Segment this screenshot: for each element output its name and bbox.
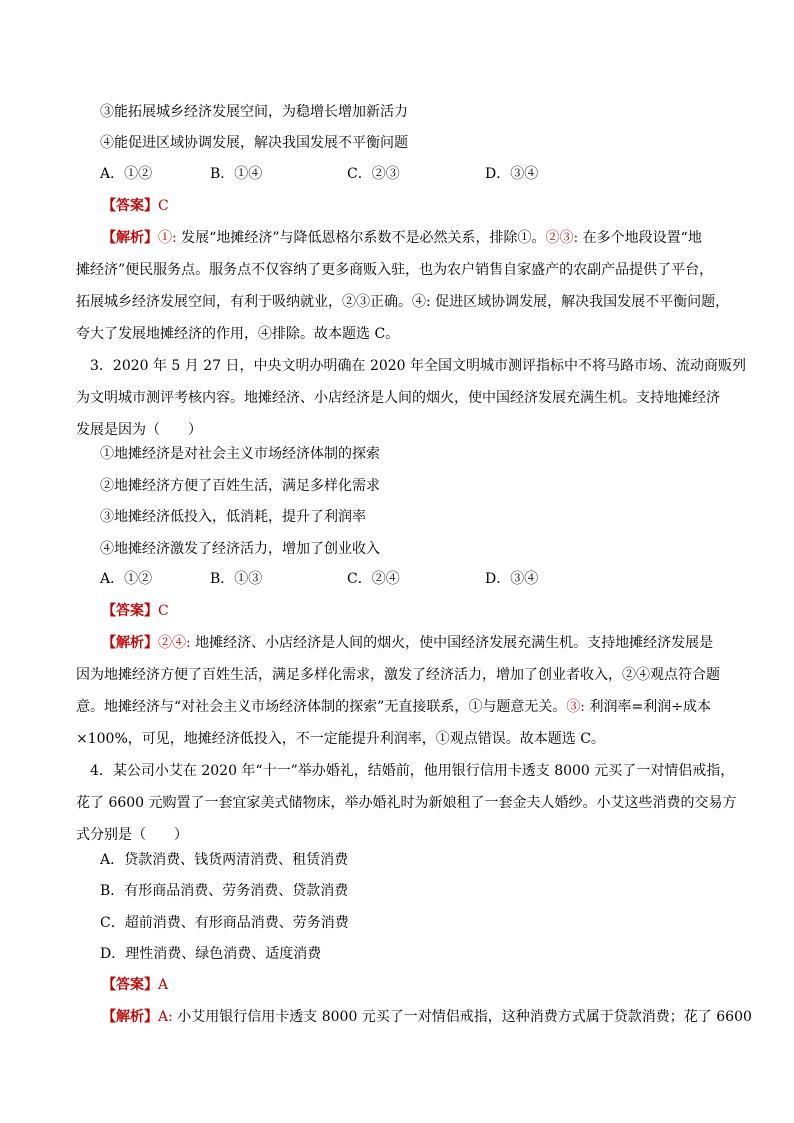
q2-choice-b: B．①④ (210, 166, 263, 182)
answer-value: A (158, 977, 169, 993)
analysis-label: 【解析】 (102, 1009, 158, 1025)
q3-analysis-line-2: 因为地摊经济方便了百姓生活，满足多样化需求，激发了经济活力，增加了创业者收入，②④观点符合题 (76, 667, 720, 683)
q2-analysis-line-3: 拓展城乡经济发展空间，有利于吸纳就业，②③正确。④: 促进区域协调发展，解决我国发展不平衡问题， (76, 294, 730, 310)
q2-choices (100, 162, 768, 186)
q3-stem-line-1: 3．2020 年 5 月 27 日，中央文明办明确在 2020 年全国文明城市测评指标中不将马路市场、流动商贩列 (90, 358, 747, 374)
q3-option-item-3: ③地摊经济低投入，低消耗，提升了利润率 (100, 509, 366, 525)
analysis-label: 【解析】 (102, 635, 158, 651)
answer-value: C (158, 198, 169, 214)
answer-value: C (158, 603, 169, 619)
q3-option-item-2: ②地摊经济方便了百姓生活，满足多样化需求 (100, 478, 380, 494)
q2-answer (102, 194, 768, 218)
q3-stem-line-3: 发展是因为（ ） (76, 422, 202, 438)
q2-option-item-4: ④能促进区域协调发展，解决我国发展不平衡问题 (100, 135, 408, 151)
q4-stem-line-1: 4．某公司小艾在 2020 年“十一”举办婚礼，结婚前，他用银行信用卡透支 8000 元买了一对情侣戒指， (90, 763, 735, 779)
q3-analysis-line-4: ×100%，可见，地摊经济低投入，不一定能提升利润率，①观点错误。故本题选 C。 (76, 731, 605, 747)
analysis-label: 【解析】 (102, 230, 158, 246)
q3-option-item-4: ④地摊经济激发了经济活力，增加了创业收入 (100, 541, 380, 557)
q4-stem-line-2: 花了 6600 元购置了一套宜家美式储物床，举办婚礼时为新娘租了一套金夫人婚纱。小艾这些消费的交易方 (76, 795, 737, 811)
q3-choice-c: C．②④ (347, 571, 400, 587)
q2-option-item-3: ③能拓展城乡经济发展空间，为稳增长增加新活力 (100, 104, 408, 120)
q3-choices (100, 567, 768, 591)
q4-choice-a: A．贷款消费、钱货两清消费、租赁消费 (100, 852, 349, 868)
q3-option-item-1: ①地摊经济是对社会主义市场经济体制的探索 (100, 446, 380, 462)
q4-analysis-line-1: 【解析】A: 小艾用银行信用卡透支 8000 元买了一对情侣戒指，这种消费方式属于贷款消费；花了 6600 (102, 1009, 752, 1025)
q3-choice-b: B．①③ (210, 571, 263, 587)
q3-analysis-line-1: 【解析】②④: 地摊经济、小店经济是人间的烟火，使中国经济发展充满生机。支持地摊经济发展是 (102, 635, 714, 651)
q2-choice-a: A．①② (100, 166, 153, 182)
q2-analysis-line-4: 夸大了发展地摊经济的作用，④排除。故本题选 C。 (76, 326, 400, 342)
q4-answer (102, 973, 768, 997)
q3-stem-line-2: 为文明城市测评考核内容。地摊经济、小店经济是人间的烟火，使中国经济发展充满生机。支持地摊经济 (76, 390, 720, 406)
q4-choice-d: D．理性消费、绿色消费、适度消费 (100, 946, 322, 962)
answer-label: 【答案】 (102, 603, 158, 619)
q4-choice-c: C．超前消费、有形商品消费、劳务消费 (100, 915, 349, 931)
q2-choice-d: D．③④ (485, 166, 539, 182)
answer-label: 【答案】 (102, 198, 158, 214)
q2-analysis-line-2: 摊经济”便民服务点。服务点不仅容纳了更多商贩入驻，也为农户销售自家盛产的农副产品提供了平台， (76, 262, 714, 278)
q3-analysis-line-3: 意。地摊经济与“对社会主义市场经济体制的探索”无直接联系，①与题意无关。③: 利润率=利润÷成本 (76, 699, 711, 715)
q4-choice-b: B．有形商品消费、劳务消费、贷款消费 (100, 883, 349, 899)
q3-choice-a: A．①② (100, 571, 153, 587)
q3-choice-d: D．③④ (485, 571, 539, 587)
q4-stem-line-3: 式分别是（ ） (76, 827, 188, 843)
q2-analysis-line-1: 【解析】①: 发展“地摊经济”与降低恩格尔系数不是必然关系，排除①。②③: 在多个地段设置“地 (102, 230, 702, 246)
q3-answer (102, 599, 768, 623)
q2-choice-c: C．②③ (347, 166, 400, 182)
answer-label: 【答案】 (102, 977, 158, 993)
